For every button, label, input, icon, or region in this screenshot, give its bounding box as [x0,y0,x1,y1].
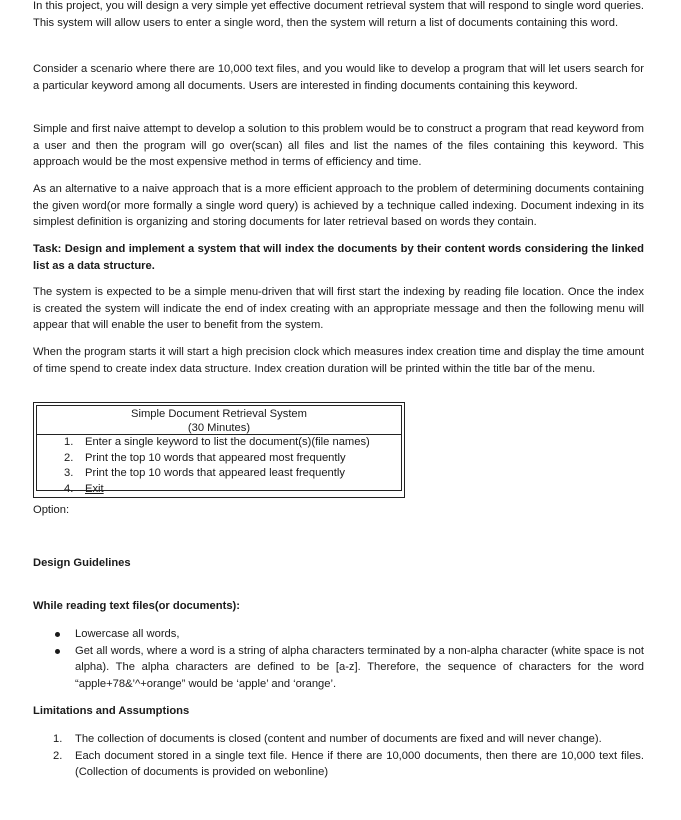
menu-subtitle: (30 Minutes) [187,422,251,434]
menu-title: Simple Document Retrieval System [131,408,307,420]
system-paragraph: The system is expected to be a simple menu-driven that will first start the indexing by reading file location. Once the index is created the system will indicate the end of index creating with an appropriate message and then the following menu will appear that will enable the user to benefit from the system. [33,286,644,332]
list-item: 2. Each document stored in a single text file. Hence if there are 10,000 documents, then there are 10,000 text files. (Collection of documents is provided on webonline) [53,749,644,779]
design-guidelines-heading: Design Guidelines [33,557,131,569]
naive-approach-paragraph: Simple and first naive attempt to develop a solution to this problem would be to construct a program that read keyword from a user and then the program will go over(scan) all files and list the names of the files containing this keyword. This approach would be the most expensive method in terms of efficiency and time. [33,123,644,169]
alternative-approach-paragraph: As an alternative to a naive approach that is a more efficient approach to the problem of determining documents containing the given word(or more formally a single word query) is achieved by a technique called indexing. Document indexing in its simplest definition is organizing and storing documents for later retrieval based on words they contain. [33,183,644,229]
list-item: Lowercase all words, [33,626,644,643]
menu-item: 1. Enter a single keyword to list the document(s)(file names) [64,436,370,448]
menu-title-cell [36,405,402,435]
menu-items-cell [36,435,402,495]
limitations-heading: Limitations and Assumptions [33,705,190,717]
task-paragraph: Task: Design and implement a system that will index the documents by their content words considering the linked list as a data structure. [33,243,644,272]
menu-item: 4. Exit [64,482,104,495]
reading-bullet-list [33,626,644,692]
list-item: 1. The collection of documents is closed (content and number of documents are fixed and will never change). [53,733,602,745]
bullet-icon [55,649,60,654]
scenario-paragraph: Consider a scenario where there are 10,000 text files, and you would like to develop a program that will let users search for a particular keyword among all documents. Users are interested in finding documents containing this keyword. [33,63,644,92]
menu-item: 2. Print the top 10 words that appeared most frequently [64,451,346,464]
option-label: Option: [33,504,70,516]
menu-list [37,435,401,497]
limitations-list [33,731,644,781]
bullet-icon [55,632,60,637]
list-item: Get all words, where a word is a string of alpha characters terminated by a non-alpha character (white space is not alpha). The alpha characters are defined to be [a-z]. Therefore, the sequence of characters for the word “apple+78&’^+orange” would be ‘apple’ and ‘orange’. [33,643,644,693]
intro-paragraph: In this project, you will design a very simple yet effective document retrieval system that will respond to single word queries. This system will allow users to enter a single word, then the system will return a list of documents containing this word. [33,0,644,29]
reading-files-heading: While reading text files(or documents): [33,600,240,612]
clock-paragraph: When the program starts it will start a high precision clock which measures index creation time and display the time amount of time spend to create index data structure. Index creation duration will be printed within the title bar of the menu. [33,346,644,375]
menu-item: 3. Print the top 10 words that appeared least frequently [64,467,345,479]
menu-table [33,402,405,498]
